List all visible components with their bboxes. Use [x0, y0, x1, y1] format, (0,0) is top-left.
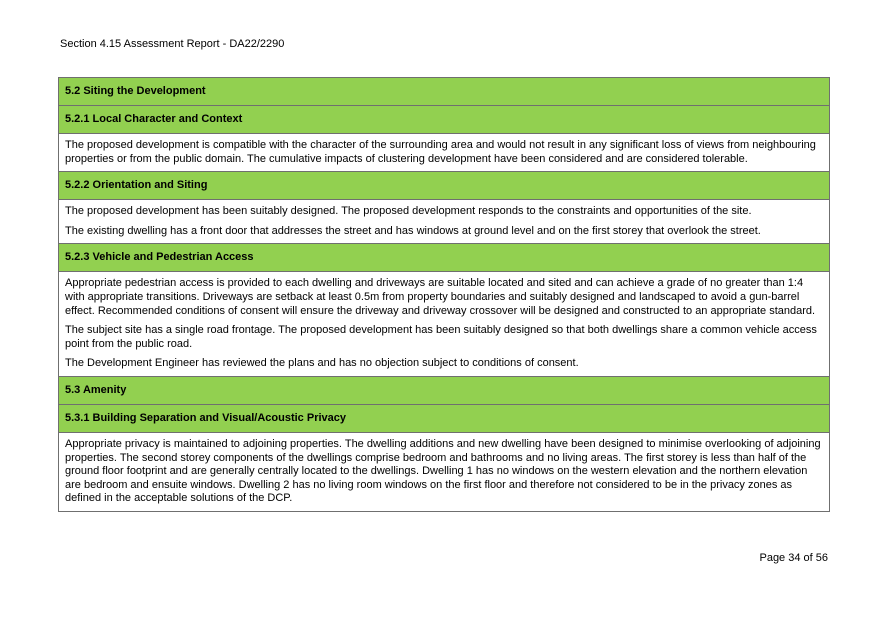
report-header: Section 4.15 Assessment Report - DA22/2290	[60, 38, 285, 50]
section-body-5-2-1	[59, 134, 829, 172]
body-paragraph: Appropriate privacy is maintained to adjoining properties. The dwelling additions and new dwelling have been designed to minimise overlooking of adjoining properties. The second storey components of the dwellings comprise bedroom and bathrooms and no living areas. The first storey is less than half of the ground floor footprint and are generally centrally located to the dwellings. Dwelling 1 has no windows on the western elevation and the northern elevation are bedroom and ensuite windows. Dwelling 2 has no living room windows on the first floor and therefore not considered to be in the privacy zones as defined in the acceptable solutions of the DCP.	[65, 437, 821, 505]
section-body-5-2-3	[59, 272, 829, 377]
body-paragraph: The proposed development has been suitably designed. The proposed development responds to the constraints and opportunities of the site.	[65, 205, 752, 218]
body-paragraph: The existing dwelling has a front door that addresses the street and has windows at ground level and on the first storey that overlook the street.	[65, 224, 761, 237]
section-body-5-2-2	[59, 200, 829, 244]
section-body-5-3-1	[59, 433, 829, 511]
body-paragraph: The Development Engineer has reviewed the plans and has no objection subject to conditions of consent.	[65, 357, 579, 370]
page-number: Page 34 of 56	[759, 552, 828, 564]
section-heading-5-2-2: 5.2.2 Orientation and Siting	[59, 172, 829, 200]
section-heading-5-3-1: 5.3.1 Building Separation and Visual/Acoustic Privacy	[59, 405, 829, 433]
body-paragraph: Appropriate pedestrian access is provided to each dwelling and driveways are suitable located and sited and can achieve a grade of no greater than 1:4 with appropriate transitions. Driveways are setback at least 0.5m from property boundaries and suitably designed and landscaped to avoid a gun-barrel effect. Recommended conditions of consent will ensure the driveway and driveway crossover will be designed and constructed to an appropriate standard.	[65, 277, 816, 317]
assessment-table	[58, 77, 830, 512]
section-heading-5-3: 5.3 Amenity	[59, 377, 829, 405]
section-heading-5-2-1: 5.2.1 Local Character and Context	[59, 106, 829, 134]
body-paragraph: The subject site has a single road frontage. The proposed development has been suitably designed so that both dwellings share a common vehicle access point from the public road.	[65, 324, 817, 350]
body-paragraph: The proposed development is compatible with the character of the surrounding area and would not result in any significant loss of views from neighbouring properties or from the public domain. The cumulative impacts of clustering development have been considered and are considered tolerable.	[65, 139, 816, 165]
section-heading-5-2: 5.2 Siting the Development	[59, 78, 829, 106]
section-heading-5-2-3: 5.2.3 Vehicle and Pedestrian Access	[59, 244, 829, 272]
